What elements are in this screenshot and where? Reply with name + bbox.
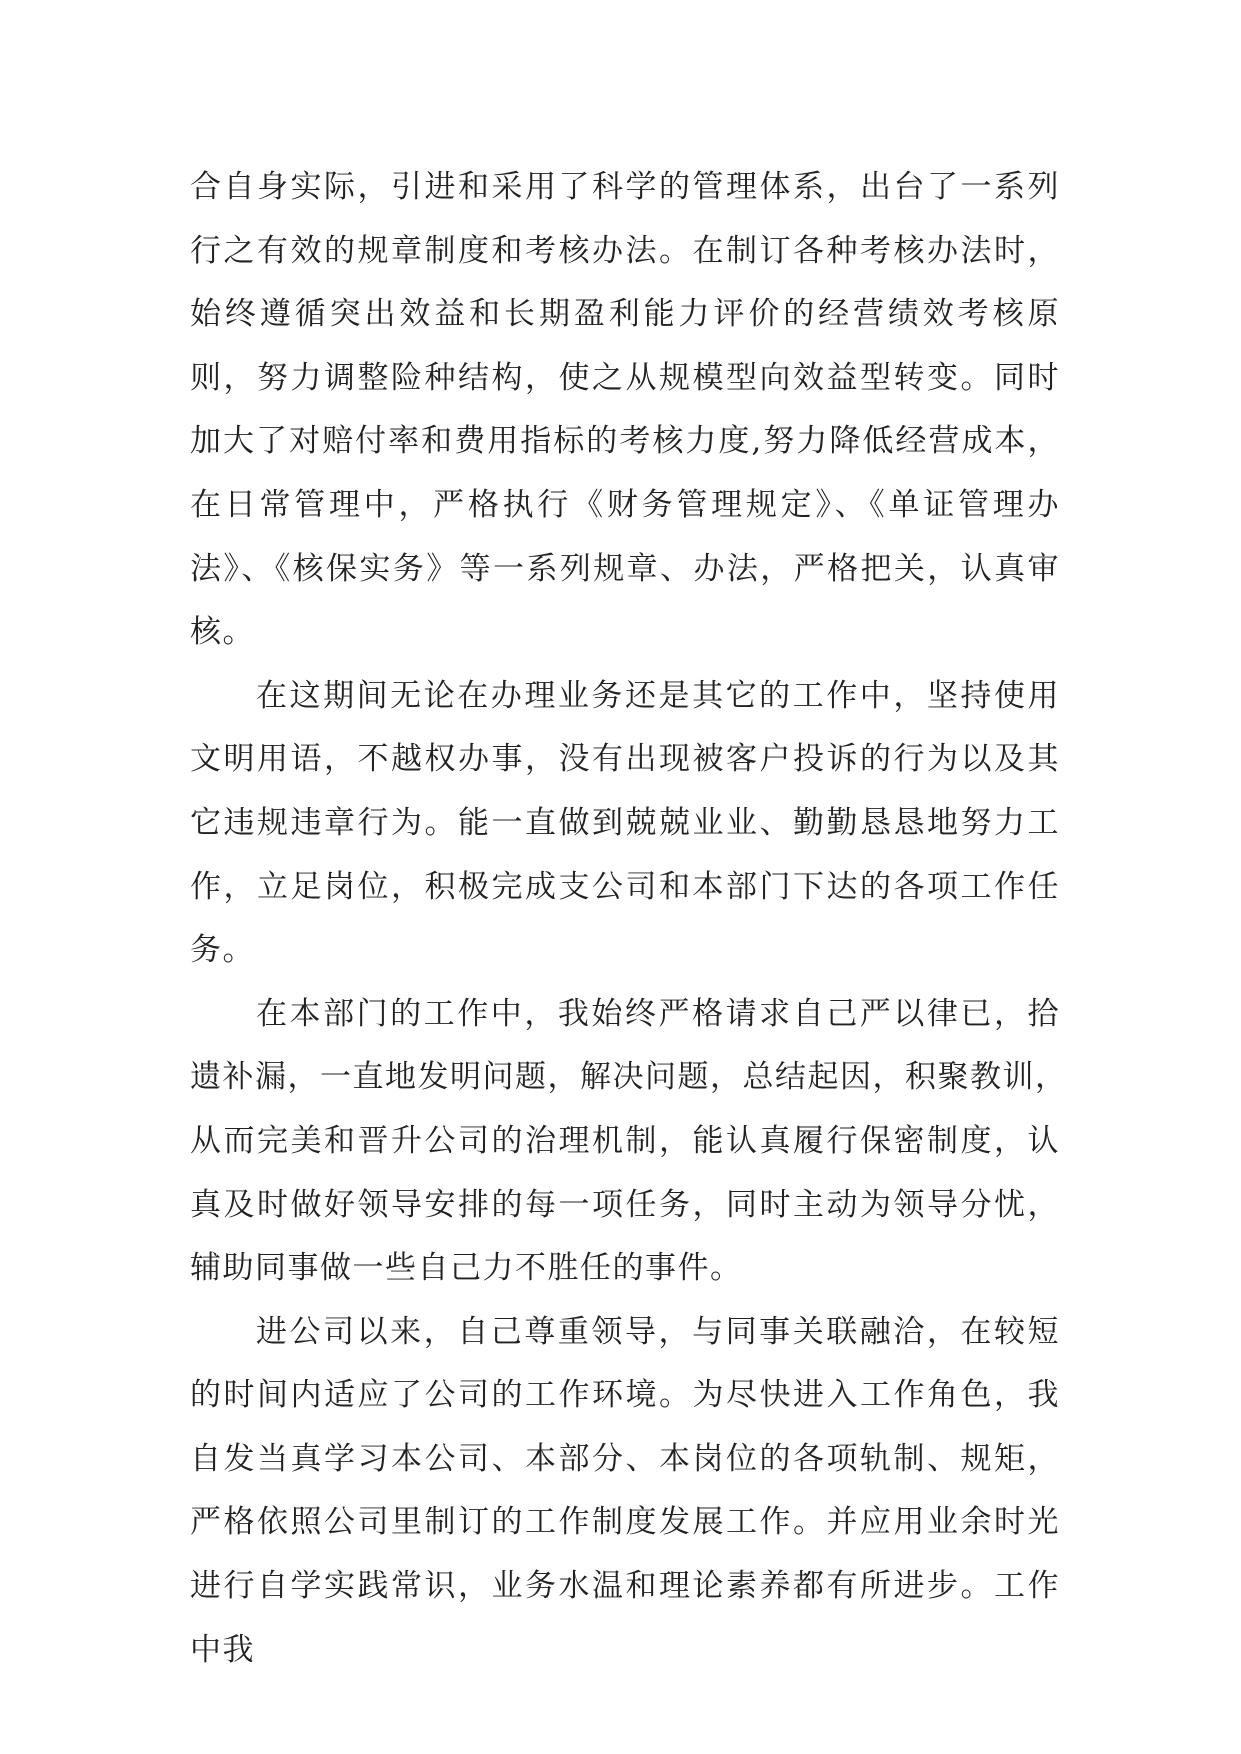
text-line: 合自身实际，引进和采用了科学的管理体系，出台了一系列 [190,169,1060,205]
text-line: 核。 [190,614,255,651]
text-line: 辅助同事做一些自己力不胜任的事件。 [190,1250,743,1287]
text-line: 自发当真学习本公司、本部分、本岗位的各项轨制、规矩， [190,1440,1060,1477]
text-line: 则，努力调整险种结构，使之从规模型向效益型转变。同时 [190,359,1060,396]
text-line: 加大了对赔付率和费用指标的考核力度,努力降低经营成本， [190,423,1060,460]
text-line: 作，立足岗位，积极完成支公司和本部门下达的各项工作任 [190,868,1060,905]
text-line: 严格依照公司里制订的工作制度发展工作。并应用业余时光 [190,1504,1060,1541]
text-line: 它违规违章行为。能一直做到兢兢业业、勤勤恳恳地努力工 [190,804,1060,841]
text-line: 务。 [190,932,255,969]
text-line: 在日常管理中，严格执行《财务管理规定》、《单证管理办 [190,486,1060,523]
text-line: 遗补漏，一直地发明问题，解决问题，总结起因，积聚教训， [190,1059,1068,1096]
text-line: 法》、《核保实务》等一系列规章、办法，严格把关，认真审 [190,550,1060,587]
paragraph-first-line: 进公司以来，自己尊重领导，与同事关联融洽，在较短 [256,1313,1060,1350]
text-line: 中我 [190,1631,255,1668]
text-line: 行之有效的规章制度和考核办法。在制订各种考核办法时， [190,232,1060,269]
body-text [190,156,1068,1682]
text-line: 始终遵循突出效益和长期盈利能力评价的经营绩效考核原 [190,296,1060,333]
text-line: 进行自学实践常识，业务水温和理论素养都有所进步。工作 [190,1568,1060,1605]
text-line: 从而完美和晋升公司的治理机制，能认真履行保密制度，认 [190,1122,1060,1159]
text-line: 文明用语，不越权办事，没有出现被客户投诉的行为以及其 [190,741,1060,778]
text-line: 真及时做好领导安排的每一项任务，同时主动为领导分忧， [190,1186,1060,1223]
paragraph-first-line: 在本部门的工作中，我始终严格请求自己严以律已，拾 [256,995,1060,1032]
paragraph-first-line: 在这期间无论在办理业务还是其它的工作中，坚持使用 [256,677,1060,714]
text-line: 的时间内适应了公司的工作环境。为尽快进入工作角色，我 [190,1377,1060,1414]
